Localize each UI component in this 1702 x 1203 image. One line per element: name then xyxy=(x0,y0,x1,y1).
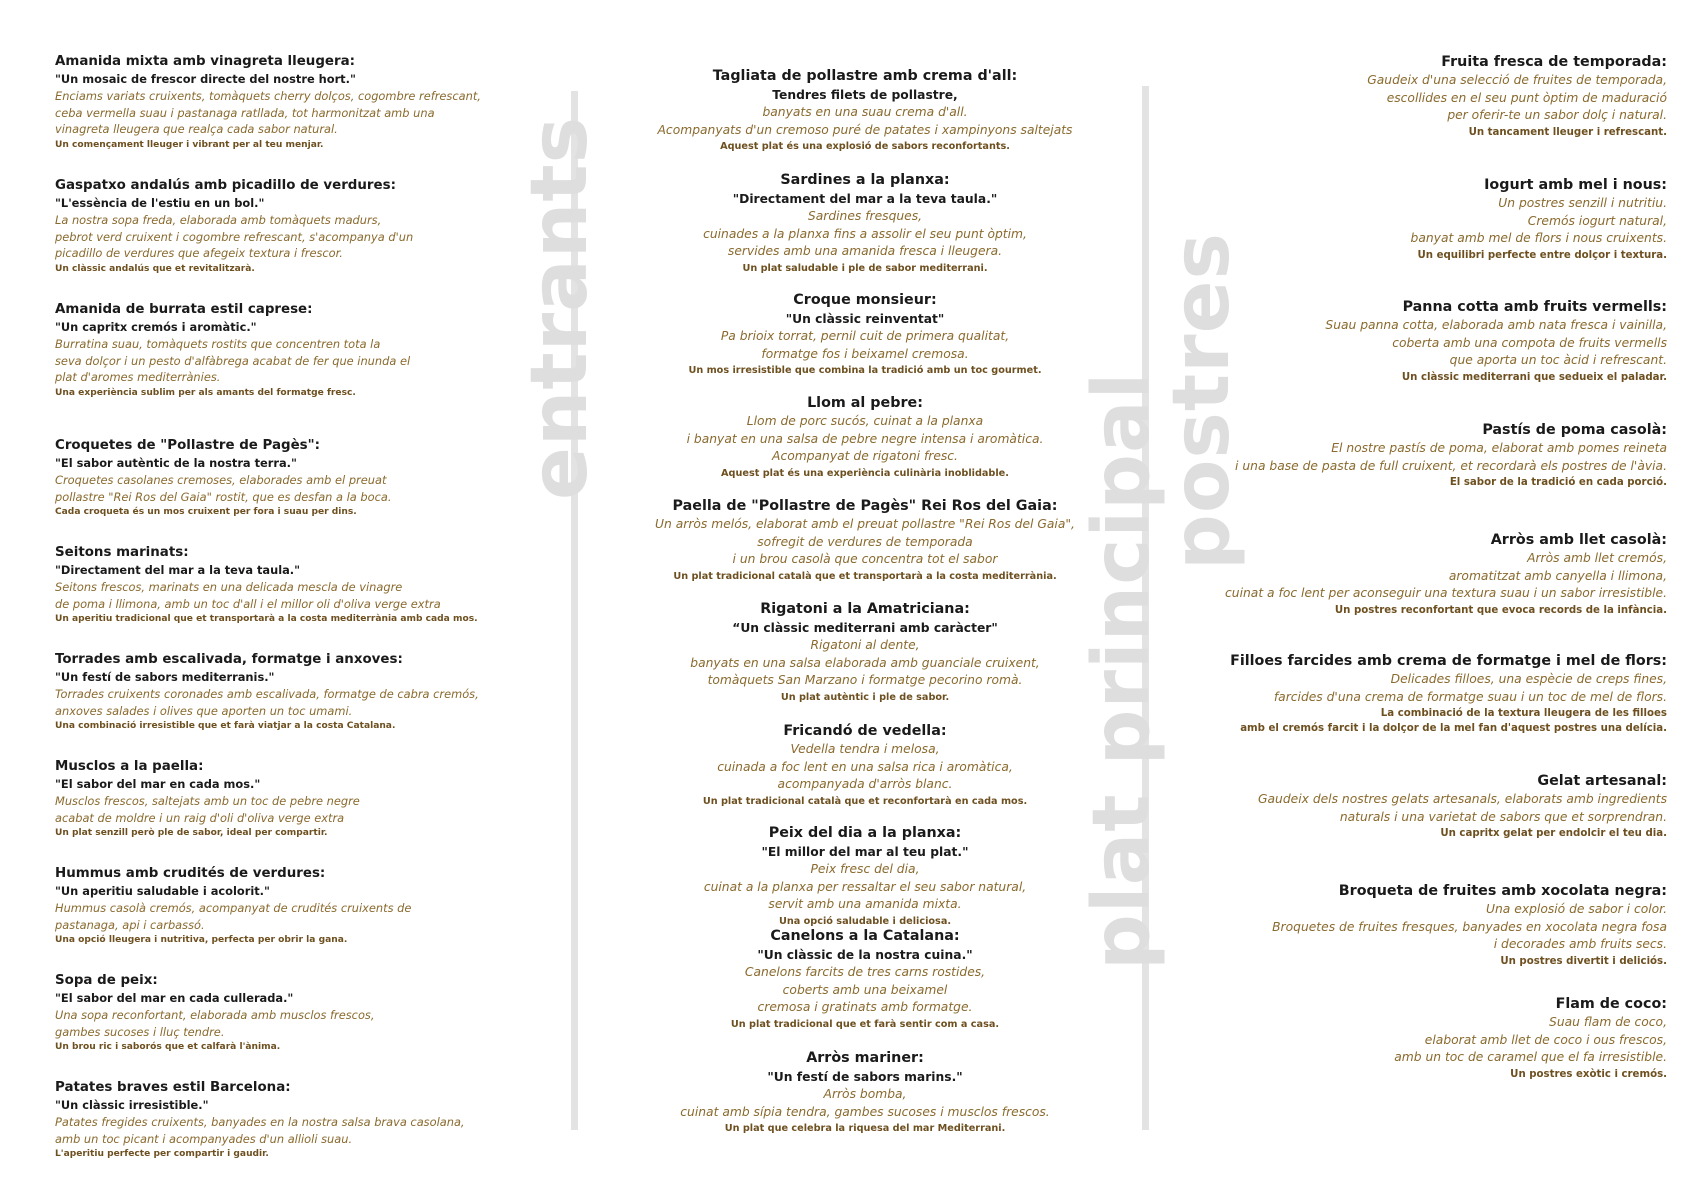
description-line: de poma i llimona, amb un toc d'all i el millor oli d'oliva verge extra xyxy=(55,596,441,611)
description-line: Arròs amb llet cremós, xyxy=(1527,551,1667,565)
dish-note xyxy=(55,933,515,947)
dish-name: Amanida mixta amb vinagreta lleugera: xyxy=(55,54,355,69)
description-line: seva dolçor i un pesto d'alfàbrega acabat de fer que inunda el xyxy=(55,353,411,368)
description-line: Delicades filloes, una espècie de creps fines, xyxy=(1390,672,1667,686)
note-line: Un clàssic andalús que et revitalitzarà. xyxy=(55,263,255,274)
description-line: Hummus casolà cremós, acompanyat de crudités cruixents de xyxy=(55,901,412,915)
dish-tagline: "Un clàssic reinventat" xyxy=(785,312,945,326)
dish-name: Sopa de peix: xyxy=(55,973,158,988)
menu-item xyxy=(1220,771,1667,841)
dish-name: Broqueta de fruites amb xocolata negra: xyxy=(1338,883,1667,899)
note-line: Un mos irresistible que combina la tradició amb un toc gourmet. xyxy=(688,365,1042,376)
description-line: per oferir-te un sabor dolç i natural. xyxy=(1447,108,1667,122)
dish-name: Gaspatxo andalús amb picadillo de verdures: xyxy=(55,178,396,193)
description-line: banyat amb mel de flors i nous cruixents. xyxy=(1410,231,1667,245)
dish-tagline: "El sabor autèntic de la nostra terra." xyxy=(55,456,297,470)
dish-tagline: “Un clàssic mediterrani amb caràcter" xyxy=(732,621,998,635)
dish-description xyxy=(640,741,1090,794)
note-line: Un plat saludable i ple de sabor mediterrani. xyxy=(742,262,988,274)
description-line: Gaudeix dels nostres gelats artesanals, elaborats amb ingredients xyxy=(1257,792,1667,806)
menu-item xyxy=(1220,420,1667,490)
note-line: Un clàssic mediterrani que sedueix el paladar. xyxy=(1401,371,1667,383)
dish-description xyxy=(1220,671,1667,706)
dish-description xyxy=(1220,317,1667,370)
menu-item xyxy=(1220,175,1667,263)
menu-item xyxy=(640,393,1090,481)
dish-name: Sardines a la planxa: xyxy=(780,172,950,188)
description-line: servit amb una amanida mixta. xyxy=(768,897,962,911)
description-line: Peix fresc del dia, xyxy=(810,862,920,876)
description-line: Vedella tendra i melosa, xyxy=(790,742,940,756)
dish-name: Pastís de poma casolà: xyxy=(1482,422,1667,438)
menu-item xyxy=(640,290,1090,378)
menu-item xyxy=(640,721,1090,809)
dish-name: Rigatoni a la Amatriciana: xyxy=(760,601,970,617)
description-line: i banyat en una salsa de pebre negre intensa i aromàtica. xyxy=(686,431,1044,446)
description-line: Pa brioix torrat, pernil cuit de primera qualitat, xyxy=(720,329,1010,343)
note-line: Una combinació irresistible que et farà viatjar a la costa Catalana. xyxy=(55,721,396,731)
dish-description xyxy=(1220,72,1667,125)
description-line: cuinat amb sípia tendra, gambes sucoses i musclos frescos. xyxy=(680,1104,1050,1119)
description-line: anxoves salades i olives que aporten un toc umami. xyxy=(55,703,353,718)
description-line: Broquetes de fruites fresques, banyades en xocolata negra fosa xyxy=(1272,919,1667,934)
description-line: pastanaga, api i carbassó. xyxy=(55,917,205,932)
menu-item xyxy=(55,650,515,733)
dish-name: Fricandó de vedella: xyxy=(783,723,947,739)
description-line: Suau panna cotta, elaborada amb nata fresca i vainilla, xyxy=(1325,318,1667,332)
dish-tagline: "El sabor del mar en cada mos." xyxy=(55,777,261,791)
dish-description xyxy=(55,212,515,262)
note-line: La combinació de la textura lleugera de les filloes xyxy=(1380,708,1667,719)
description-line: Acompanyat de rigatoni fresc. xyxy=(772,449,958,463)
description-line: cremosa i gratinats amb formatge. xyxy=(757,1000,973,1014)
note-line: Un plat tradicional català que et transportarà a la costa mediterrània. xyxy=(673,570,1057,582)
description-line: tomàquets San Marzano i formatge pecorino romà. xyxy=(707,673,1023,687)
dish-name: Flam de coco: xyxy=(1555,996,1667,1012)
description-line: amb un toc de caramel que el fa irresistible. xyxy=(1394,1050,1667,1064)
menu-item xyxy=(640,496,1090,584)
description-line: Torrades cruixents coronades amb escalivada, formatge de cabra cremós, xyxy=(55,687,479,701)
description-line: i decorades amb fruits secs. xyxy=(1493,937,1667,951)
dish-description xyxy=(55,472,515,505)
description-line: Arròs bomba, xyxy=(823,1087,907,1101)
dish-description xyxy=(55,336,515,386)
section-title-desserts: postres xyxy=(1157,232,1247,570)
description-line: elaborat amb llet de coco i ous frescos, xyxy=(1424,1032,1667,1047)
description-line: Acompanyats d'un cremoso puré de patates i xampinyons saltejats xyxy=(657,122,1073,137)
dish-tagline: "El millor del mar al teu plat." xyxy=(761,845,969,859)
dish-description xyxy=(640,1086,1090,1121)
dish-tagline: "L'essència de l'estiu en un bol." xyxy=(55,196,265,210)
dish-tagline: Tendres filets de pollastre, xyxy=(772,88,958,102)
description-line: Llom de porc sucós, cuinat a la planxa xyxy=(746,414,984,428)
dish-description xyxy=(55,1114,515,1147)
note-line: Un plat tradicional català que et reconfortarà en cada mos. xyxy=(702,795,1028,807)
note-line: Un plat autèntic i ple de sabor. xyxy=(780,691,950,703)
note-line: Un postres reconfortant que evoca records de la infància. xyxy=(1334,604,1667,616)
menu-item xyxy=(55,436,515,519)
dish-name: Canelons a la Catalana: xyxy=(770,928,960,944)
dish-description xyxy=(55,1007,515,1040)
dish-tagline: "Un festí de sabors mediterranis." xyxy=(55,670,275,684)
menu-item xyxy=(1220,530,1667,618)
note-line: Aquest plat és una experiència culinària inoblidable. xyxy=(721,467,1009,479)
note-line: Una opció saludable i deliciosa. xyxy=(778,915,952,927)
menu-item xyxy=(1220,881,1667,969)
description-line: Suau flam de coco, xyxy=(1549,1015,1667,1029)
dish-name: Arròs mariner: xyxy=(806,1050,924,1066)
description-line: i un brou casolà que concentra tot el sabor xyxy=(732,552,998,566)
note-line: Una opció lleugera i nutritiva, perfecta per obrir la gana. xyxy=(55,935,348,945)
dish-tagline: "El sabor del mar en cada cullerada." xyxy=(55,991,294,1005)
menu-item xyxy=(55,864,515,947)
dish-name: Patates braves estil Barcelona: xyxy=(55,1080,291,1095)
dish-note xyxy=(55,262,515,276)
dish-note xyxy=(55,1147,515,1161)
dish-note xyxy=(1220,706,1667,736)
description-line: naturals i una varietat de sabors que et sorprendran. xyxy=(1339,809,1667,824)
description-line: Cremós iogurt natural, xyxy=(1527,213,1667,228)
description-line: ceba vermella suau i pastanaga ratllada, tot harmonitzat amb una xyxy=(55,105,435,120)
section-title-starters: entrants xyxy=(515,115,605,500)
description-line: Un arròs melós, elaborat amb el preuat pollastre "Rei Ros del Gaia", xyxy=(655,517,1075,531)
dish-description xyxy=(1220,440,1667,475)
description-line: Rigatoni al dente, xyxy=(810,638,920,652)
description-line: acompanyada d'arròs blanc. xyxy=(777,777,953,791)
description-line: banyats en una suau crema d'all. xyxy=(762,105,968,119)
dish-note xyxy=(1220,125,1667,140)
description-line: Canelons farcits de tres carns rostides, xyxy=(744,965,986,979)
dish-note xyxy=(55,138,515,152)
description-line: Enciams variats cruixents, tomàquets cherry dolços, cogombre refrescant, xyxy=(55,89,481,103)
dish-note xyxy=(1220,475,1667,490)
dish-description xyxy=(640,637,1090,690)
note-line: El sabor de la tradició en cada porció. xyxy=(1449,477,1667,488)
description-line: sofregit de verdures de temporada xyxy=(757,534,973,549)
description-line: farcides d'una crema de formatge suau i un toc de mel de flors. xyxy=(1273,689,1667,704)
dish-name: Paella de "Pollastre de Pagès" Rei Ros del Gaia: xyxy=(672,498,1058,514)
description-line: Un postres senzill i nutritiu. xyxy=(1498,196,1667,210)
description-line: Musclos frescos, saltejats amb un toc de pebre negre xyxy=(55,794,360,808)
description-line: cuinat a la planxa per ressaltar el seu sabor natural, xyxy=(703,879,1027,894)
dish-name: Croque monsieur: xyxy=(793,292,937,308)
menu-item xyxy=(55,971,515,1054)
dish-note xyxy=(55,612,515,626)
dish-description xyxy=(640,328,1090,363)
dish-name: Filloes farcides amb crema de formatge i mel de flors: xyxy=(1230,653,1667,669)
dish-description xyxy=(1220,901,1667,954)
description-line: pollastre "Rei Ros del Gaia" rostit, que es desfan a la boca. xyxy=(55,489,392,504)
note-line: Una experiència sublim per als amants del formatge fresc. xyxy=(55,387,356,398)
dish-note xyxy=(640,261,1090,276)
dish-description xyxy=(55,88,515,138)
note-line: Un plat senzill però ple de sabor, ideal per compartir. xyxy=(55,828,328,838)
description-line: El nostre pastís de poma, elaborat amb pomes reineta xyxy=(1331,441,1667,455)
dish-note xyxy=(640,466,1090,481)
description-line: acabat de moldre i un raig d'oli d'oliva verge extra xyxy=(55,810,345,825)
dish-note xyxy=(1220,826,1667,841)
dish-tagline: "Un capritx cremós i aromàtic." xyxy=(55,320,257,334)
note-line: Un plat que celebra la riquesa del mar Mediterrani. xyxy=(724,1123,1006,1134)
dish-note xyxy=(1220,370,1667,385)
description-line: cuinada a foc lent en una salsa rica i aromàtica, xyxy=(717,759,1013,774)
note-line: amb el cremós farcit i la dolçor de la mel fan d'aquest postres una delícia. xyxy=(1240,723,1667,734)
menu-item xyxy=(55,176,515,276)
note-line: Un capritx gelat per endolcir el teu dia. xyxy=(1440,828,1667,839)
dish-description xyxy=(55,793,515,826)
description-line: Patates fregides cruixents, banyades en la nostra salsa brava casolana, xyxy=(55,1115,465,1129)
dish-description xyxy=(640,104,1090,139)
note-line: Cada croqueta és un mos cruixent per fora i suau per dins. xyxy=(55,507,357,517)
dish-note xyxy=(1220,603,1667,618)
menu-item xyxy=(640,170,1090,276)
menu-item xyxy=(1220,651,1667,736)
description-line: formatge fos i beixamel cremosa. xyxy=(761,346,969,361)
dish-description xyxy=(640,413,1090,466)
note-line: Un equilibri perfecte entre dolçor i textura. xyxy=(1417,249,1667,261)
note-line: Un començament lleuger i vibrant per al teu menjar. xyxy=(55,139,324,150)
note-line: Un tancament lleuger i refrescant. xyxy=(1468,126,1667,138)
dish-note xyxy=(640,569,1090,584)
description-line: Sardines fresques, xyxy=(807,209,923,223)
dish-name: Fruita fresca de temporada: xyxy=(1441,54,1667,70)
description-line: Burratina suau, tomàquets rostits que concentren tota la xyxy=(55,337,381,351)
dish-description xyxy=(1220,550,1667,603)
dish-note xyxy=(640,794,1090,809)
dish-note xyxy=(55,386,515,400)
dish-note xyxy=(1220,954,1667,969)
dish-tagline: "Un mosaic de frescor directe del nostre hort." xyxy=(55,72,356,86)
note-line: L'aperitiu perfecte per compartir i gaudir. xyxy=(55,1149,269,1159)
menu-item xyxy=(55,757,515,840)
description-line: servides amb una amanida fresca i lleugera. xyxy=(727,244,1003,258)
dish-description xyxy=(640,208,1090,261)
dish-name: Torrades amb escalivada, formatge i anxoves: xyxy=(55,652,403,667)
dish-name: Arròs amb llet casolà: xyxy=(1490,532,1667,548)
dish-tagline: "Un festí de sabors marins." xyxy=(767,1070,963,1084)
menu-item xyxy=(55,300,515,400)
dish-name: Panna cotta amb fruits vermells: xyxy=(1402,299,1667,315)
dish-name: Hummus amb crudités de verdures: xyxy=(55,866,326,881)
note-line: Un postres exòtic i cremós. xyxy=(1510,1068,1667,1080)
description-line: pebrot verd cruixent i cogombre refrescant, s'acompanya d'un xyxy=(55,229,414,244)
dish-tagline: "Un aperitiu saludable i acolorit." xyxy=(55,884,270,898)
description-line: i una base de pasta de full cruixent, et recordarà els postres de l'àvia. xyxy=(1235,458,1667,473)
dish-note xyxy=(55,719,515,733)
menu-item xyxy=(640,926,1090,1032)
description-line: coberta amb una compota de fruits vermells xyxy=(1392,335,1667,350)
dish-description xyxy=(640,516,1090,569)
description-line: banyats en una salsa elaborada amb guanciale cruixent, xyxy=(690,655,1040,670)
menu-item xyxy=(640,1048,1090,1136)
dish-description xyxy=(1220,195,1667,248)
note-line: Aquest plat és una explosió de sabors reconfortants. xyxy=(720,141,1010,152)
dish-name: Croquetes de "Pollastre de Pagès": xyxy=(55,438,320,453)
note-line: Un plat tradicional que et farà sentir com a casa. xyxy=(730,1018,1000,1030)
dish-description xyxy=(640,964,1090,1017)
description-line: Una explosió de sabor i color. xyxy=(1486,902,1667,916)
dish-description xyxy=(1220,791,1667,826)
description-line: vinagreta lleugera que realça cada sabor natural. xyxy=(55,122,338,136)
menu-item xyxy=(640,599,1090,705)
dish-name: Tagliata de pollastre amb crema d'all: xyxy=(712,68,1018,84)
description-line: Croquetes casolanes cremoses, elaborades amb el preuat xyxy=(55,473,387,487)
dish-description xyxy=(55,686,515,719)
menu-item xyxy=(640,66,1090,154)
description-line: Una sopa reconfortant, elaborada amb musclos frescos, xyxy=(55,1008,375,1022)
menu-item xyxy=(55,52,515,152)
description-line: La nostra sopa freda, elaborada amb tomàquets madurs, xyxy=(55,213,382,227)
dish-tagline: "Directament del mar a la teva taula." xyxy=(55,563,301,577)
menu-item xyxy=(1220,52,1667,140)
dish-description xyxy=(55,900,515,933)
dish-name: Gelat artesanal: xyxy=(1537,773,1667,789)
note-line: Un aperitiu tradicional que et transportarà a la costa mediterrània amb cada mos. xyxy=(55,614,478,624)
dish-tagline: "Directament del mar a la teva taula." xyxy=(732,192,998,206)
dish-note xyxy=(640,690,1090,705)
note-line: Un brou ric i saborós que et calfarà l'ànima. xyxy=(55,1042,281,1052)
dish-note xyxy=(1220,1067,1667,1082)
dish-name: Amanida de burrata estil caprese: xyxy=(55,302,313,317)
description-line: aromatitzat amb canyella i llimona, xyxy=(1448,568,1667,583)
description-line: escollides en el seu punt òptim de maduració xyxy=(1386,90,1667,105)
description-line: que aporta un toc àcid i refrescant. xyxy=(1449,353,1667,367)
description-line: picadillo de verdures que afegeix textura i frescor. xyxy=(55,246,343,260)
dish-tagline: "Un clàssic de la nostra cuina." xyxy=(757,948,973,962)
description-line: cuinades a la planxa fins a assolir el seu punt òptim, xyxy=(703,226,1027,241)
dish-note xyxy=(640,1017,1090,1032)
menu-item xyxy=(1220,297,1667,385)
description-line: gambes sucoses i lluç tendre. xyxy=(55,1024,225,1039)
dish-name: Musclos a la paella: xyxy=(55,759,204,774)
dish-name: Seitons marinats: xyxy=(55,545,189,560)
menu-item xyxy=(55,1078,515,1161)
description-line: plat d'aromes mediterrànies. xyxy=(55,370,221,384)
description-line: coberts amb una beixamel xyxy=(782,982,948,997)
dish-note xyxy=(55,1040,515,1054)
note-line: Un postres divertit i deliciós. xyxy=(1500,955,1667,967)
dish-note xyxy=(640,363,1090,378)
menu-item xyxy=(640,823,1090,929)
dish-note xyxy=(640,139,1090,154)
dish-note xyxy=(1220,248,1667,263)
description-line: cuinat a foc lent per aconseguir una textura suau i un sabor irresistible. xyxy=(1225,586,1667,600)
dish-description xyxy=(55,579,515,612)
dish-tagline: "Un clàssic irresistible." xyxy=(55,1098,209,1112)
dish-note xyxy=(55,505,515,519)
dish-name: Iogurt amb mel i nous: xyxy=(1484,177,1667,193)
description-line: amb un toc picant i acompanyades d'un allioli suau. xyxy=(55,1131,353,1146)
description-line: Seitons frescos, marinats en una delicada mescla de vinagre xyxy=(55,580,403,594)
dish-name: Llom al pebre: xyxy=(807,395,923,411)
dish-name: Peix del dia a la planxa: xyxy=(768,825,962,841)
dish-note xyxy=(55,826,515,840)
menu-item xyxy=(55,543,515,626)
description-line: Gaudeix d'una selecció de fruites de temporada, xyxy=(1367,73,1667,87)
dish-note xyxy=(640,1121,1090,1136)
dish-description xyxy=(1220,1014,1667,1067)
dish-description xyxy=(640,861,1090,914)
section-title-mains: plat principal xyxy=(1077,371,1167,970)
menu-item xyxy=(1220,994,1667,1082)
